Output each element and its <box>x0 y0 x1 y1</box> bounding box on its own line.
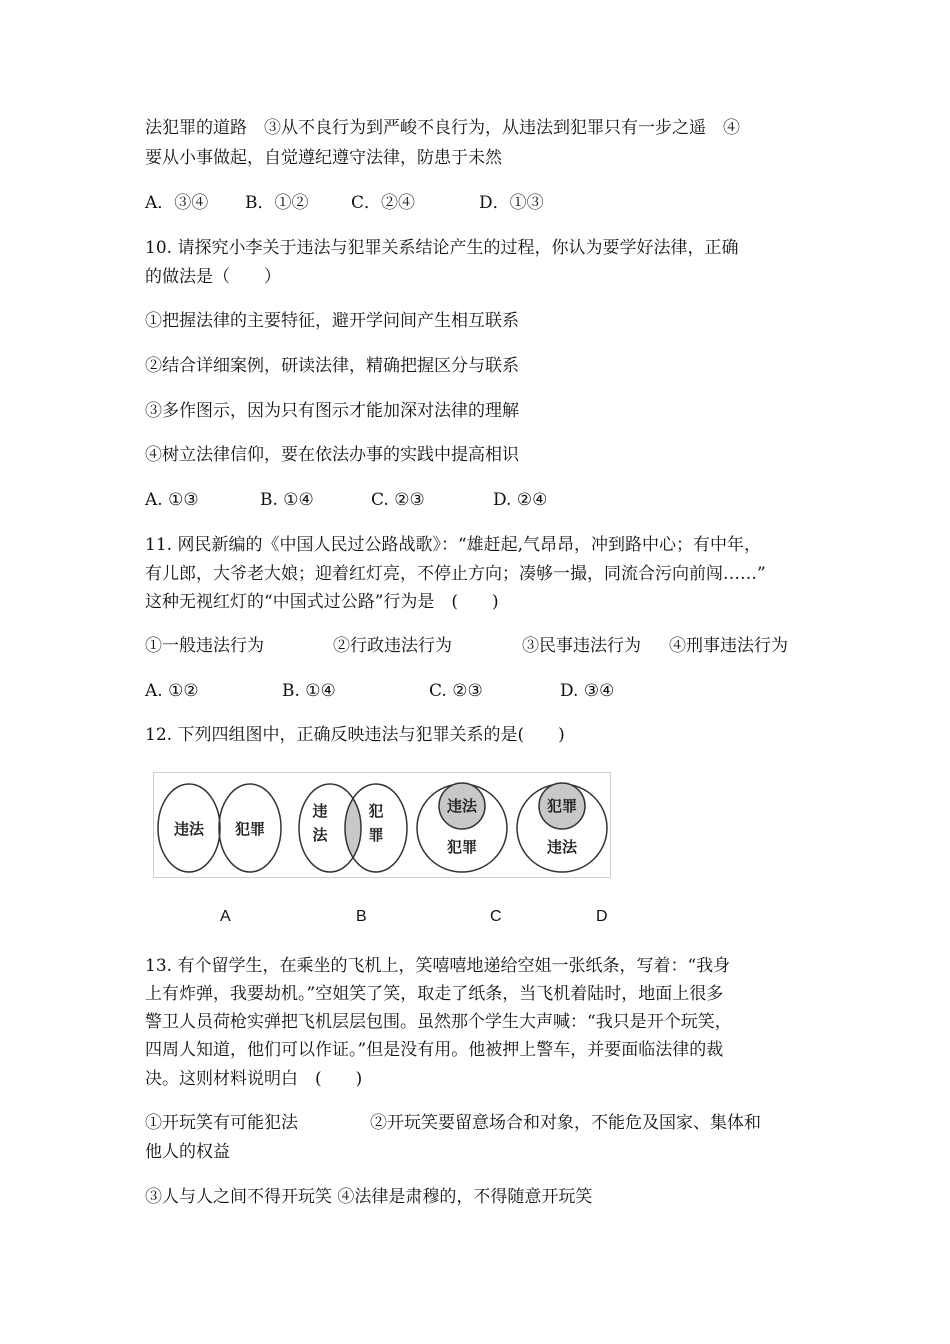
diagram-b-left-label-bottom: 法 <box>312 826 328 844</box>
q9-text-line-2: 要从小事做起，自觉遵纪遵守法律，防患于未然 <box>145 148 502 168</box>
q10-item-2: ②结合详细案例，研读法律，精确把握区分与联系 <box>145 356 519 376</box>
diagram-d-inner-label: 犯罪 <box>546 797 578 815</box>
q10-stem-line-2: 的做法是（ ） <box>145 267 281 287</box>
q10-option-d: D. ②④ <box>493 490 548 510</box>
venn-diagram-figure <box>153 772 611 878</box>
diagram-c-inner-label: 违法 <box>446 797 478 815</box>
diagram-c <box>417 783 507 872</box>
diagram-caption-a: A <box>220 908 231 925</box>
q11-stem-line-1: 11. 网民新编的《中国人民过公路战歌》：“雄赶起,气昂昂，冲到路中心；有中年， <box>145 535 762 555</box>
q11-item-2: ②行政违法行为 <box>333 636 452 656</box>
q11-item-1: ①一般违法行为 <box>145 636 264 656</box>
diagram-caption-b: B <box>356 908 367 925</box>
q10-item-3: ③多作图示，因为只有图示才能加深对法律的理解 <box>145 401 519 421</box>
q13-item-1: ①开玩笑有可能犯法 <box>145 1113 298 1133</box>
diagram-b-right-label-bottom: 罪 <box>368 826 384 844</box>
venn-diagram-svg <box>154 773 610 877</box>
diagram-caption-c: C <box>490 908 502 925</box>
diagram-caption-d: D <box>596 908 608 925</box>
q11-option-d: D. ③④ <box>560 681 615 701</box>
diagram-b-right-label-top: 犯 <box>368 802 384 820</box>
q10-stem-line-1: 10. 请探究小李关于违法与犯罪关系结论产生的过程，你认为要学好法律，正确 <box>145 238 739 258</box>
q13-stem-line-1: 13. 有个留学生，在乘坐的飞机上，笑嘻嘻地递给空姐一张纸条，写着：“我身 <box>145 956 731 976</box>
diagram-b-left-label-top: 违 <box>312 802 328 820</box>
q13-item-2-continued: 他人的权益 <box>145 1142 230 1162</box>
q9-option-c: C．②④ <box>351 193 416 213</box>
q11-item-3: ③民事违法行为 <box>522 636 641 656</box>
diagram-a-left-label: 违法 <box>173 820 205 838</box>
q13-item-2: ②开玩笑要留意场合和对象，不能危及国家、集体和 <box>370 1113 761 1133</box>
q13-stem-line-2: 上有炸弹，我要劫机。”空姐笑了笑，取走了纸条，当飞机着陆时，地面上很多 <box>145 984 724 1004</box>
q10-option-c: C. ②③ <box>371 490 425 510</box>
q13-item-3-4: ③人与人之间不得开玩笑 ④法律是肃穆的，不得随意开玩笑 <box>145 1187 593 1207</box>
diagram-d-outer-label: 违法 <box>546 838 578 856</box>
q11-stem-line-2: 有儿郎，大爷老大娘；迎着红灯亮，不停止方向；凑够一撮，同流合污向前闯……” <box>145 564 766 584</box>
q10-option-b: B. ①④ <box>260 490 314 510</box>
diagram-d <box>517 783 607 872</box>
q11-item-4: ④刑事违法行为 <box>669 636 788 656</box>
diagram-a <box>158 784 281 872</box>
q10-item-1: ①把握法律的主要特征，避开学问间产生相互联系 <box>145 311 519 331</box>
q9-option-b: B．①② <box>245 193 309 213</box>
q13-stem-line-5: 决。这则材料说明白 ( ) <box>145 1069 363 1089</box>
q9-option-d: D．①③ <box>479 193 544 213</box>
q10-option-a: A. ①③ <box>145 490 199 510</box>
diagram-b <box>299 784 407 872</box>
q13-stem-line-4: 四周人知道，他们可以作证。”但是没有用。他被押上警车，并要面临法律的裁 <box>145 1040 724 1060</box>
q13-stem-line-3: 警卫人员荷枪实弹把飞机层层包围。虽然那个学生大声喊：“我只是开个玩笑， <box>145 1012 732 1032</box>
diagram-a-right-label: 犯罪 <box>234 820 266 838</box>
q11-stem-line-3: 这种无视红灯的“中国式过公路”行为是 ( ) <box>145 592 499 612</box>
q12-stem: 12. 下列四组图中，正确反映违法与犯罪关系的是( ) <box>145 725 565 745</box>
q9-text-line-1: 法犯罪的道路 ③从不良行为到严峻不良行为，从违法到犯罪只有一步之遥 ④ <box>145 118 740 138</box>
q10-item-4: ④树立法律信仰，要在依法办事的实践中提高相识 <box>145 445 519 465</box>
q11-option-a: A. ①② <box>145 681 199 701</box>
q11-option-c: C. ②③ <box>429 681 483 701</box>
diagram-c-outer-label: 犯罪 <box>446 838 478 856</box>
q11-option-b: B. ①④ <box>282 681 336 701</box>
q9-option-a: A．③④ <box>145 193 209 213</box>
